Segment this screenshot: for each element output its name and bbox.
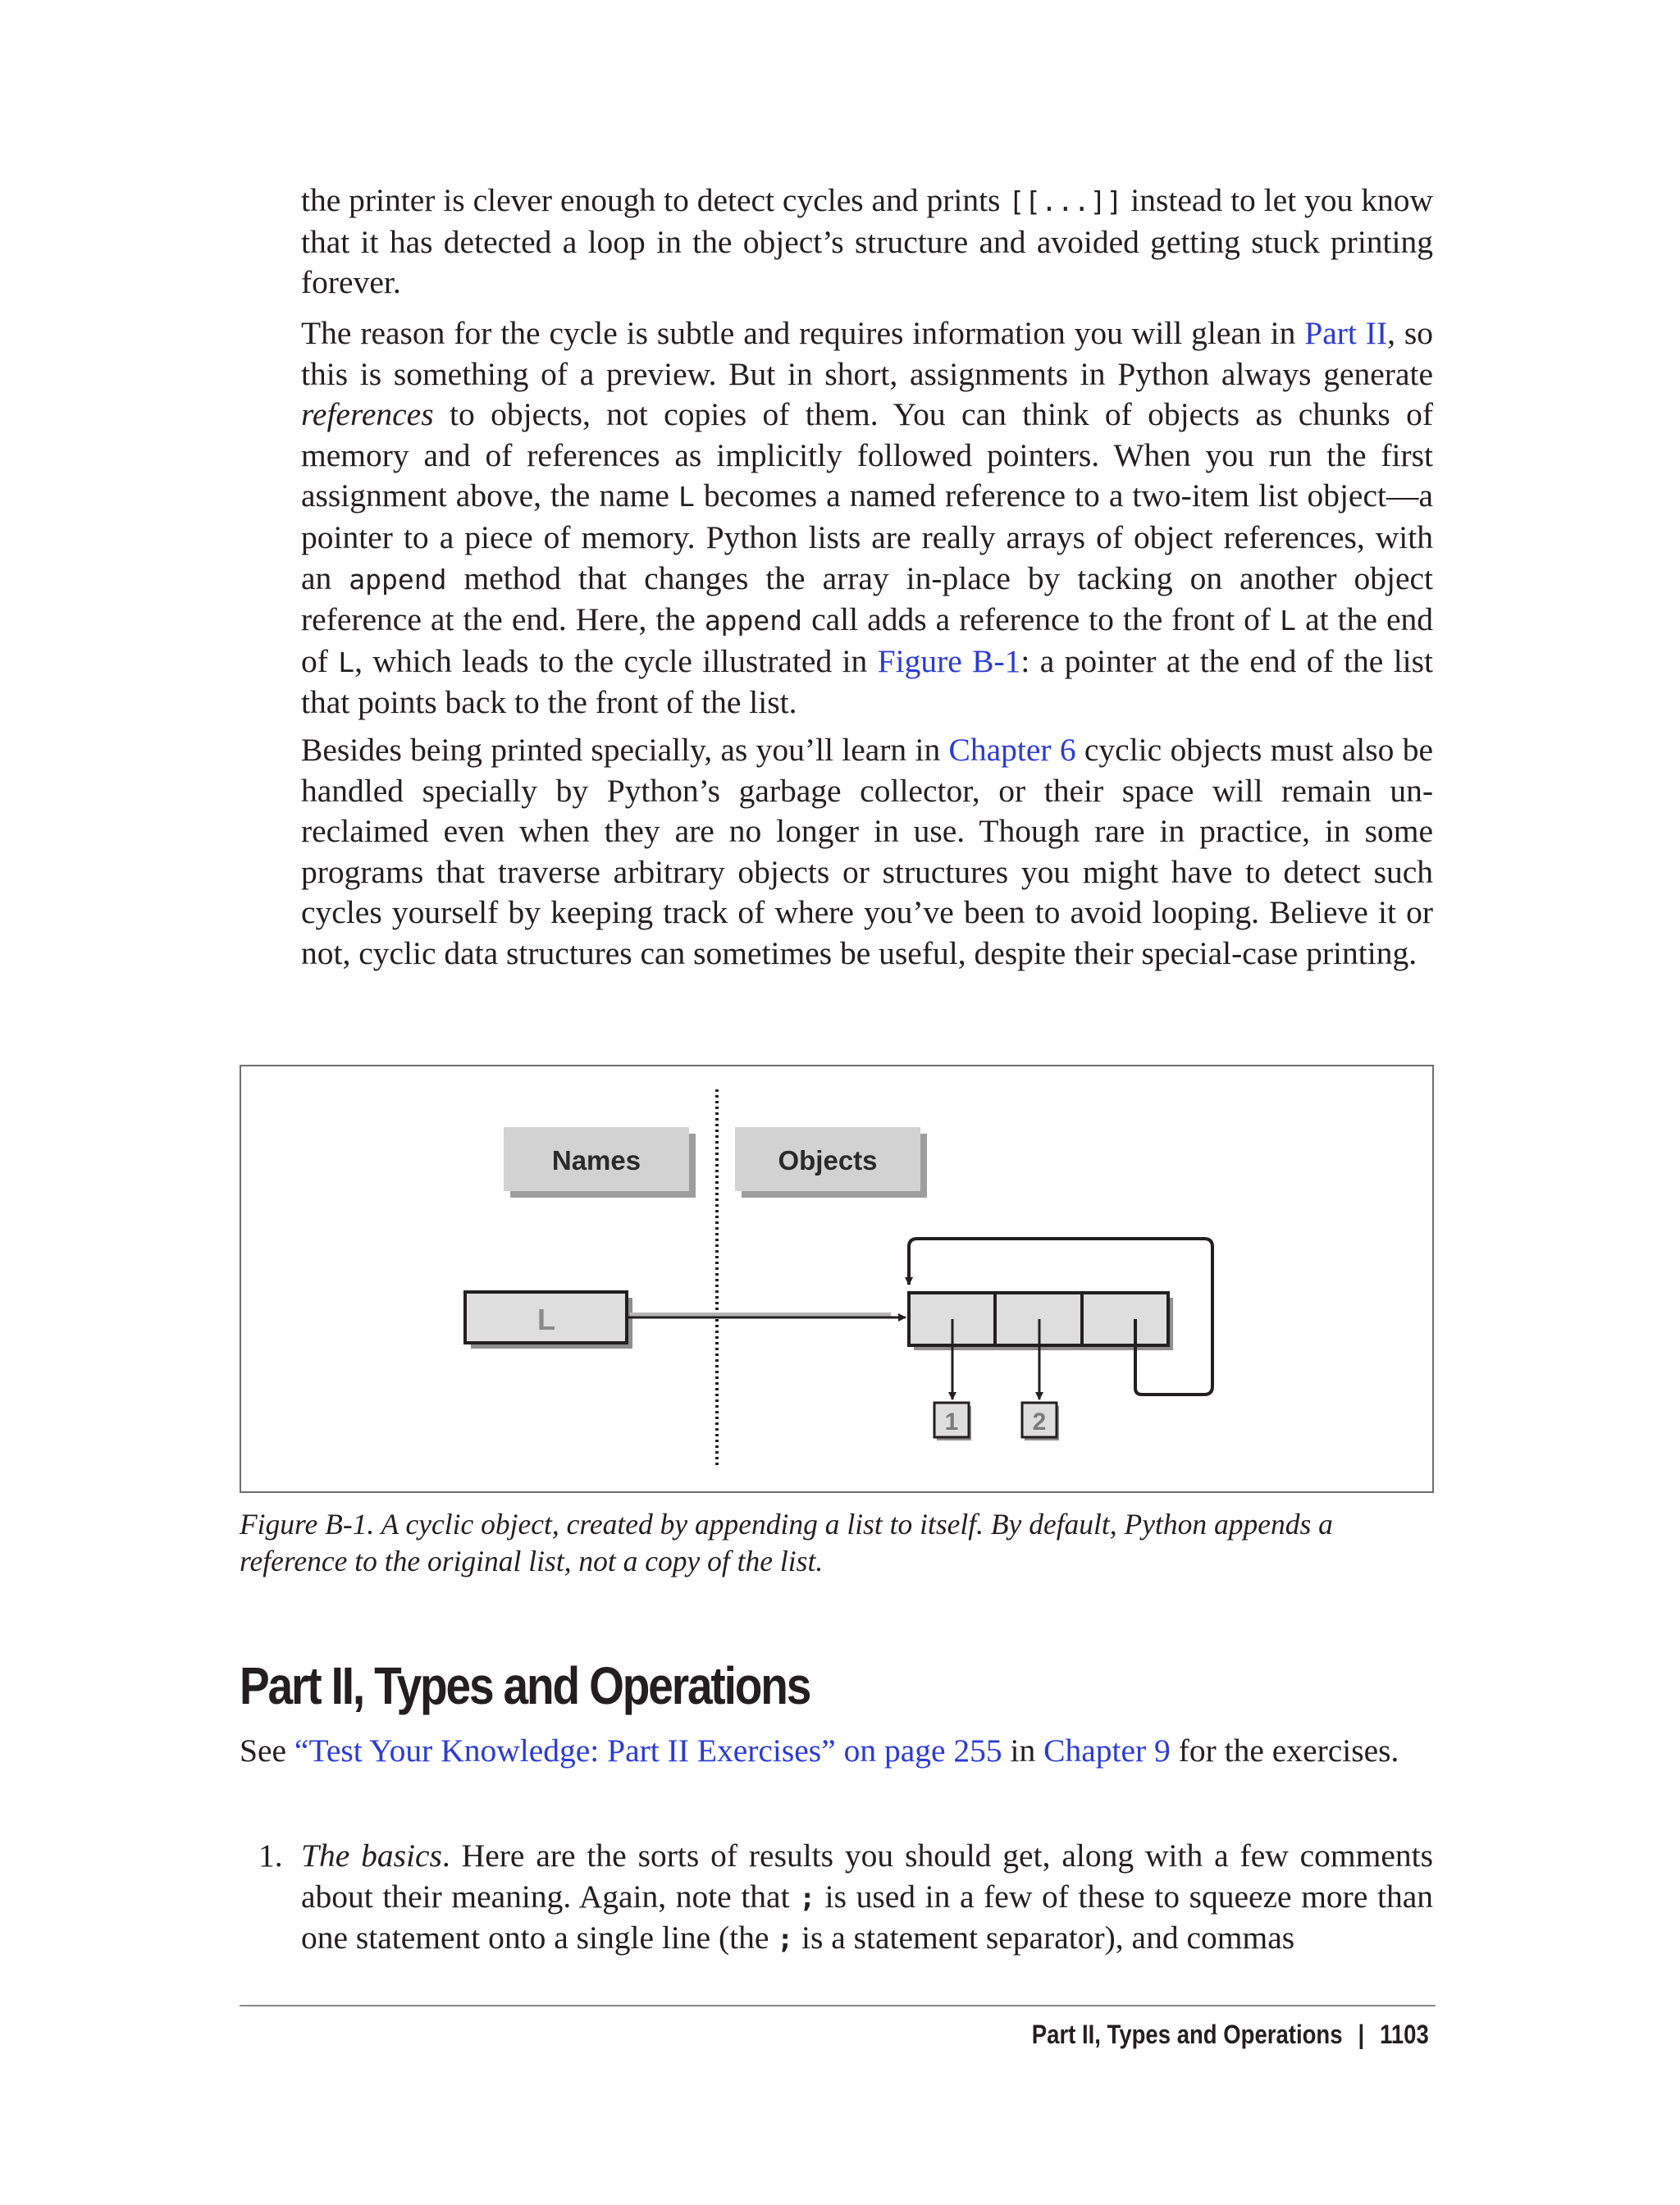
text-run: is used in a few of these to squeeze more than one statement onto a single line (the: [301, 1878, 1433, 1956]
inline-code: ;: [777, 1923, 794, 1956]
text-run: Besides being printed specially, as you’ll learn in: [301, 732, 949, 768]
text-run: . Here are the sorts of results you should get, along with a few comments about their meaning. Again, note that: [301, 1838, 1434, 1915]
text-run: becomes a named reference to a two-item list object—a pointer to a piece of memory. Python lists are really arrays of object references, with an: [301, 477, 1433, 596]
paragraph-cyclic-objects: [301, 730, 1433, 975]
inline-code: append: [349, 563, 447, 596]
inline-code: ;: [799, 1881, 816, 1914]
section-heading: Part II, Types and Operations: [240, 1656, 810, 1715]
section-intro: [240, 1731, 1434, 1772]
text-run: The reason for the cycle is subtle and requires information you will glean in: [301, 315, 1305, 351]
item-label-2: 2: [1032, 1408, 1047, 1436]
text-run: : a pointer at the end of the list that points back to the front of the list.: [301, 642, 1433, 721]
text-run: instead to let you know that it has detected a loop in the object’s structure and avoided getting stuck printing forever.: [301, 182, 1433, 301]
text-run: See: [240, 1732, 294, 1769]
text-run: call adds a reference to the front of: [802, 601, 1281, 638]
text-run: to objects, not copies of them. You can think of objects as chunks of memory and of references as implicitly followed pointers. When you run the first assignment above, the name: [301, 396, 1433, 514]
inline-code: L: [338, 646, 355, 678]
page-number: 1103: [1380, 2020, 1429, 2049]
variable-label: L: [537, 1303, 555, 1336]
link-test-your-knowledge[interactable]: “Test Your Knowledge: Part II Exercises” on page 255: [294, 1732, 1002, 1769]
item-label-1: 1: [944, 1408, 959, 1436]
names-label: Names: [551, 1145, 641, 1176]
text-run: for the exercises.: [1170, 1732, 1399, 1769]
text-run: is a statement separator), and commas: [793, 1920, 1295, 1956]
text-run: , so this is something of a preview. But in short, assignments in Python always generate: [301, 315, 1434, 392]
figure-b1: [240, 1065, 1434, 1493]
text-run: cyclic objects must also be handled specially by Python’s garbage collector, or their space will remain un-reclaimed even when they are no longer in use. Though rare in practice, in some programs that traverse arbitrary objects or structures you might have to detect such cycles yourself by keeping track of where you’ve been to avoid looping. Believe it or not, cyclic data structures can sometimes be useful, despite their special-case printing.: [301, 732, 1433, 971]
text-run: , which leads to the cycle illustrated in: [354, 642, 878, 679]
link-figure-b1[interactable]: Figure B-1: [877, 642, 1021, 679]
footer-section-title: Part II, Types and Operations: [1032, 2020, 1343, 2049]
text-run: at the end of: [301, 601, 1433, 679]
link-part-ii[interactable]: Part II: [1304, 315, 1388, 351]
text-run: in: [1002, 1732, 1044, 1769]
footer-separator: |: [1358, 2020, 1365, 2049]
objects-label: Objects: [778, 1145, 878, 1176]
list-item-basics: [258, 1836, 1434, 1960]
list-number: 1.: [258, 1838, 283, 1874]
link-chapter-6[interactable]: Chapter 6: [948, 732, 1076, 768]
inline-code: append: [704, 605, 803, 637]
emphasis: references: [301, 396, 434, 433]
text-run: the printer is clever enough to detect cycles and prints: [301, 182, 1009, 218]
link-chapter-9[interactable]: Chapter 9: [1043, 1732, 1171, 1769]
cyclic-object-diagram: [241, 1066, 1436, 1495]
list-item-text: [301, 1836, 1433, 1960]
list-item-title: The basics: [301, 1838, 442, 1874]
inline-code: [[...]]: [1008, 185, 1123, 217]
footer-rule: [240, 2005, 1436, 2006]
figure-caption: Figure B-1. A cyclic object, created by appending a list to itself. By default, Python appends a reference to the original list, not a copy of the list.: [240, 1508, 1333, 1577]
inline-code: L: [678, 481, 695, 514]
text-run: method that changes the array in-place by tacking on another object reference at the end. Here, the: [301, 559, 1433, 638]
paragraph-cycle-printing: [301, 180, 1433, 304]
paragraph-cycle-reason: [301, 313, 1433, 724]
page-footer: [1032, 2020, 1429, 2050]
inline-code: L: [1280, 605, 1296, 637]
